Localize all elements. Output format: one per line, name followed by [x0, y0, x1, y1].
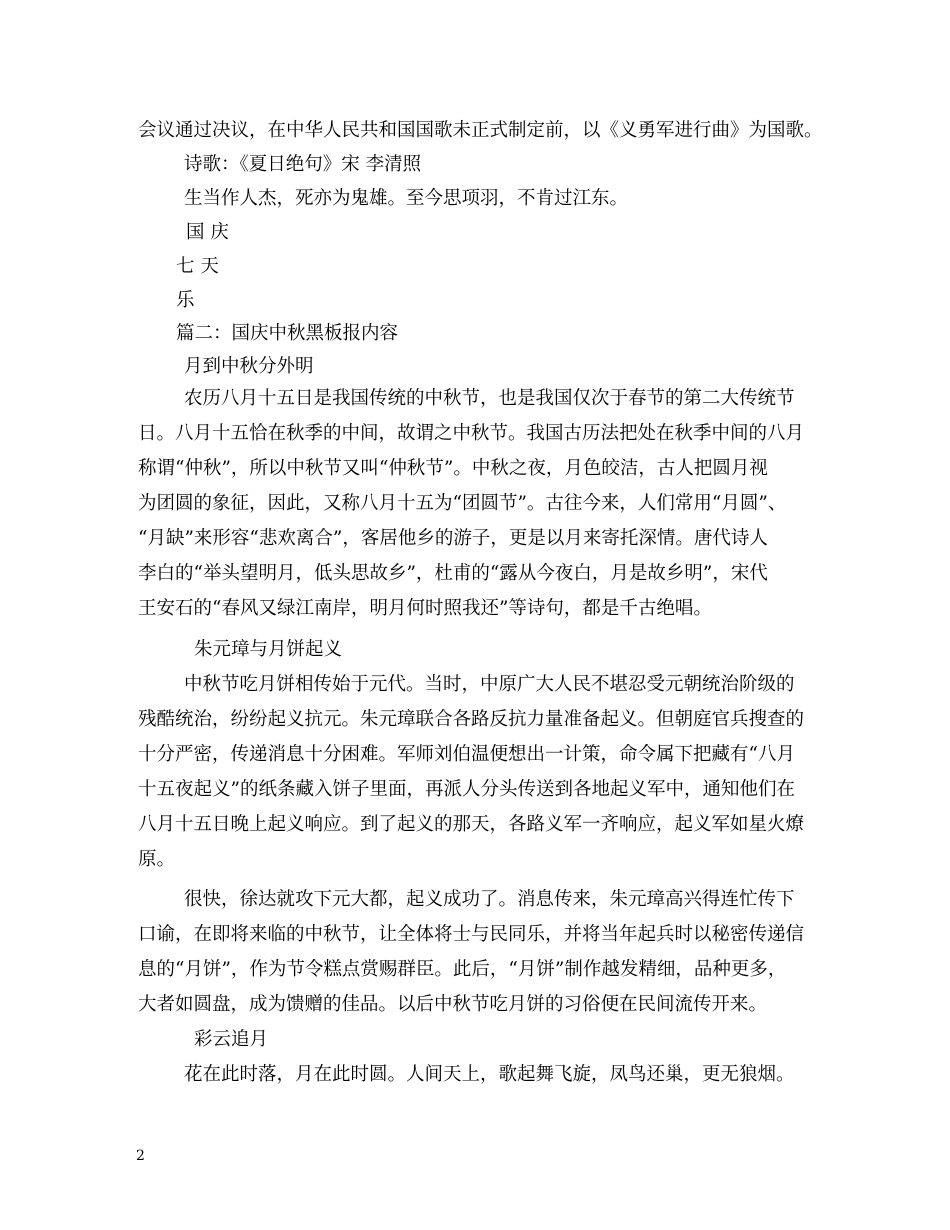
poem-line: 生当作人杰，死亦为鬼雄。至今思项羽，不肯过江东。 — [184, 188, 629, 209]
body-line: 日。八月十五恰在秋季的中间，故谓之中秋节。我国古历法把处在秋季中间的八月 — [138, 423, 805, 444]
section-heading: 篇二：国庆中秋黑板报内容 — [176, 323, 399, 344]
subsection-heading: 朱元璋与月饼起义 — [194, 639, 343, 660]
body-line: 息的“月饼”，作为节令糕点赏赐群臣。此后，“月饼”制作越发精细，品种更多， — [138, 959, 787, 980]
body-line: 为团圆的象征，因此，又称八月十五为“团圆节”。古往今来，人们常用“月圆”、 — [138, 493, 787, 514]
body-line: 很快，徐达就攻下元大都，起义成功了。消息传来，朱元璋高兴得连忙传下 — [184, 889, 795, 910]
vertical-text-line: 国 庆 — [186, 222, 229, 243]
poem-title: 诗歌：《夏日绝句》宋 李清照 — [184, 154, 422, 175]
body-line: 残酷统治，纷纷起义抗元。朱元璋联合各路反抗力量准备起义。但朝庭官兵搜查的 — [138, 709, 805, 730]
body-line: 原。 — [138, 849, 176, 870]
body-line: 大者如圆盘，成为馈赠的佳品。以后中秋节吃月饼的习俗便在民间流传开来。 — [138, 994, 768, 1015]
body-line: 十五夜起义”的纸条藏入饼子里面，再派人分头传送到各地起义军中，通知他们在 — [138, 779, 795, 800]
body-line: 称谓“仲秋”，所以中秋节又叫“仲秋节”。中秋之夜，月色皎洁，古人把圆月视 — [138, 458, 768, 479]
body-line: 王安石的“春风又绿江南岸，明月何时照我还”等诗句，都是千古绝唱。 — [138, 598, 712, 619]
body-line: 李白的“举头望明月，低头思故乡”，杜甫的“露从今夜白，月是故乡明”，宋代 — [138, 563, 768, 584]
vertical-text-line: 七 天 — [176, 256, 219, 277]
body-line: 农历八月十五日是我国传统的中秋节，也是我国仅次于春节的第二大传统节 — [184, 388, 795, 409]
subsection-heading: 月到中秋分外明 — [184, 356, 314, 377]
body-line: 八月十五日晚上起义响应。到了起义的那天，各路义军一齐响应，起义军如星火燎 — [138, 814, 805, 835]
body-line: “月缺”来形容“悲欢离合”，客居他乡的游子，更是以月来寄托深情。唐代诗人 — [138, 528, 768, 549]
body-line: 花在此时落，月在此时圆。人间天上，歌起舞飞旋，凤鸟还巢，更无狼烟。 — [184, 1064, 795, 1085]
subsection-heading: 彩云追月 — [194, 1029, 269, 1050]
body-line: 中秋节吃月饼相传始于元代。当时，中原广大人民不堪忍受元朝统治阶级的 — [184, 674, 795, 695]
body-line: 口谕，在即将来临的中秋节，让全体将士与民同乐，并将当年起兵时以秘密传递信 — [138, 924, 805, 945]
vertical-text-line: 乐 — [176, 290, 195, 311]
page-number: 2 — [136, 1148, 145, 1164]
body-line: 会议通过决议，在中华人民共和国国歌未正式制定前，以《义勇军进行曲》为国歌。 — [138, 120, 823, 141]
body-line: 十分严密，传递消息十分困难。军师刘伯温便想出一计策，命令属下把藏有“八月 — [138, 744, 795, 765]
